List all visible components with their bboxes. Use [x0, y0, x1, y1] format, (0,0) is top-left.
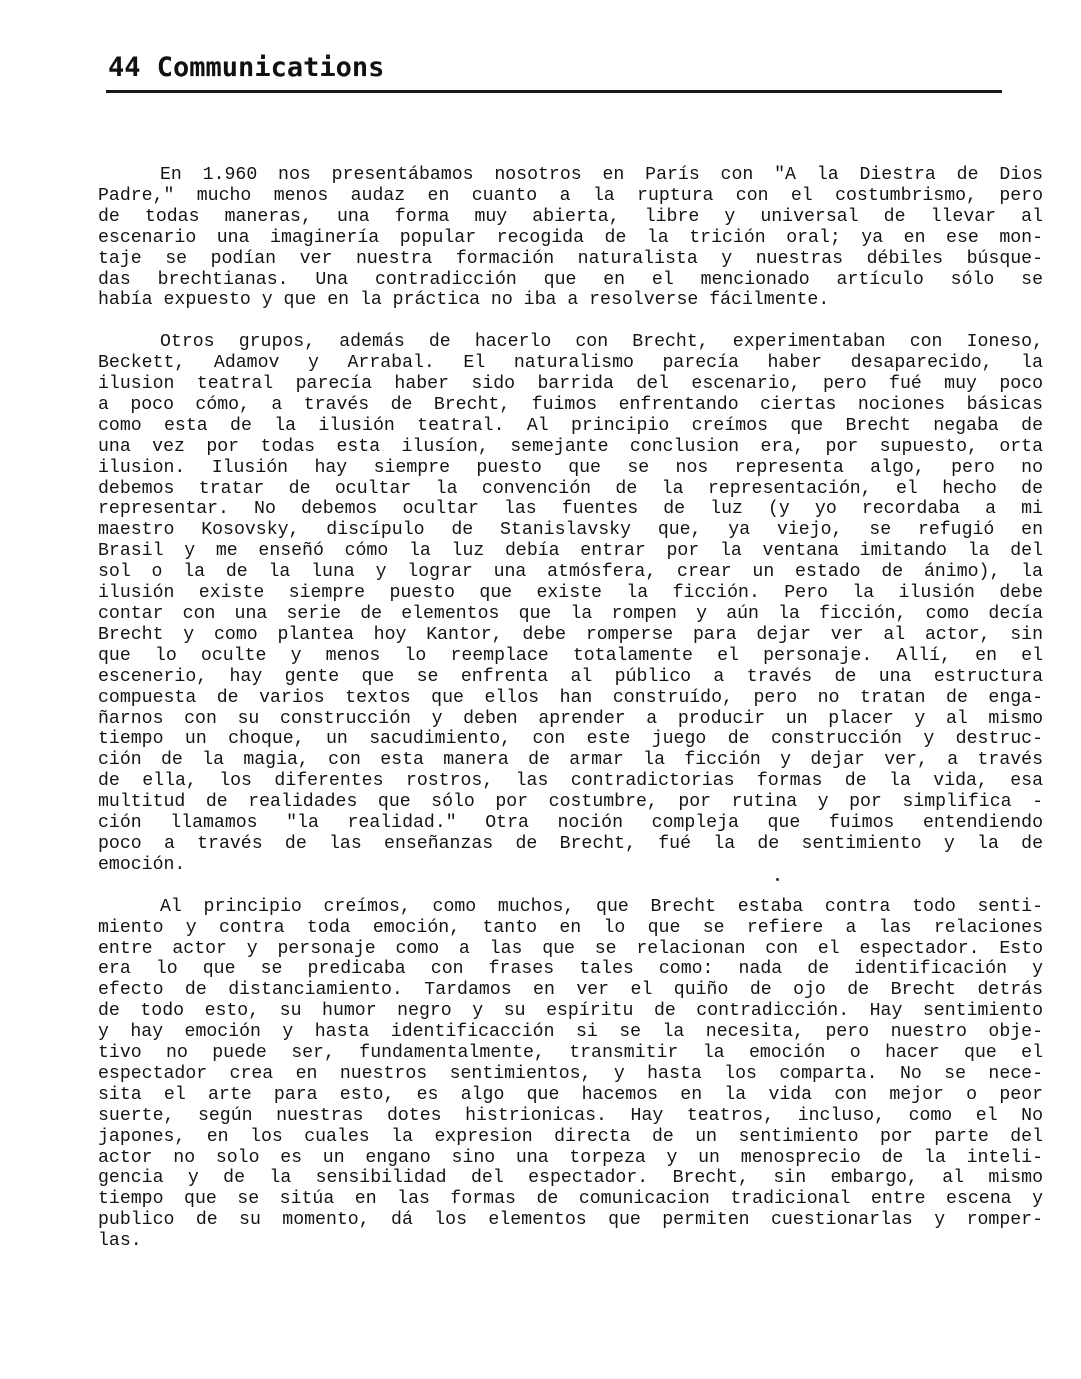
text-line: multitud de realidades que sólo por costumbre, por rutina y por simplifica - — [98, 792, 1043, 813]
paragraph-1 — [98, 165, 1043, 311]
page-number: 44 — [108, 52, 141, 83]
text-line: gencia y de la sensibilidad del espectador. Brecht, sin embargo, al mismo — [98, 1168, 1043, 1189]
text-line: ilusion teatral parecía haber sido barrida del escenario, pero fué muy poco — [98, 374, 1043, 395]
text-line: una vez por todas esta ilusíon, semejante conclusion era, por supuesto, orta — [98, 436, 1043, 457]
text-line: de todo esto, su humor negro y su espíritu de contradicción. Hay sentimiento — [98, 1001, 1043, 1022]
text-line: compuesta de varios textos que ellos han construído, pero no tratan de enga- — [98, 687, 1043, 708]
text-line: sol o la de la luna y lograr una atmósfera, crear un estado de ánimo), la — [98, 562, 1043, 583]
text-line: actor no solo es un engano sino una torpeza y un menosprecio de la inteli- — [98, 1147, 1043, 1168]
paragraph-3 — [98, 897, 1043, 1252]
text-line: ilusion. Ilusión hay siempre puesto que se nos representa algo, pero no — [98, 457, 1043, 478]
text-line: das brechtianas. Una contradicción que en el mencionado artículo sólo se — [98, 269, 1043, 290]
text-line: ción de la magia, con esta manera de armar la ficción y dejar ver, a través — [98, 750, 1043, 771]
text-line: maestro Kosovsky, discípulo de Stanislavsky que, ya viejo, se refugió en — [98, 520, 1043, 541]
text-line: y hay emoción y hasta identificacción si se la necesita, pero nuestro obje- — [98, 1022, 1043, 1043]
text-line: ñarnos con su construcción y deben aprender a producir un placer y al mismo — [98, 708, 1043, 729]
text-line: japones, en los cuales la expresion directa de un sentimiento por parte del — [98, 1126, 1043, 1147]
text-line: publico de su momento, dá los elementos que permiten cuestionarlas y romper- — [98, 1210, 1043, 1231]
text-line: tivo no puede ser, fundamentalmente, transmitir la emoción o hacer que el — [98, 1043, 1043, 1064]
text-line: suerte, según nuestras dotes histrionicas. Hay teatros, incluso, como el No — [98, 1105, 1043, 1126]
text-line: a poco cómo, a través de Brecht, fuimos enfrentando ciertas nociones básicas — [98, 394, 1043, 415]
page-header — [106, 48, 1002, 93]
text-line: efecto de distanciamiento. Tardamos en ver el quiño de ojo de Brecht detrás — [98, 980, 1043, 1001]
text-line: ción llamamos "la realidad." Otra noción compleja que fuimos entendiendo — [98, 813, 1043, 834]
text-line: emoción. — [98, 854, 186, 875]
text-line: de todas maneras, una forma muy abierta, libre y universal de llevar al — [98, 206, 1043, 227]
text-line: como esta de la ilusión teatral. Al principio creímos que Brecht negaba de — [98, 415, 1043, 436]
text-line: Brasil y me enseñó cómo la luz debía entrar por la ventana imitando la del — [98, 541, 1043, 562]
text-line: era lo que se predicaba con frases tales como: nada de identificación y — [98, 959, 1043, 980]
text-line: espectador crea en nuestros sentimientos, y hasta los comparta. No se nece- — [98, 1063, 1043, 1084]
text-line: debemos tratar de ocultar la convención de la representación, el hecho de — [98, 478, 1043, 499]
text-line: había expuesto y que en la práctica no iba a resolverse fácilmente. — [98, 290, 830, 311]
text-line: tiempo que se sitúa en las formas de comunicacion tradicional entre escena y — [98, 1189, 1043, 1210]
text-line: escenario una imaginería popular recogida de la trición oral; ya en ese mon- — [98, 227, 1043, 248]
text-line: sita el arte para esto, es algo que hacemos en la vida con mejor o peor — [98, 1084, 1043, 1105]
text-line: En 1.960 nos presentábamos nosotros en París con "A la Diestra de Dios — [160, 165, 1043, 185]
page-header-title — [108, 52, 384, 83]
text-line: representar. No debemos ocultar las fuentes de luz (y yo recordaba a mi — [98, 499, 1043, 520]
text-line: ilusión existe siempre puesto que existe la ficción. Pero la ilusión debe — [98, 583, 1043, 604]
text-line: escenerio, hay gente que se enfrenta al público a través de una estructura — [98, 666, 1043, 687]
text-line: Al principio creímos, como muchos, que Brecht estaba contra todo senti- — [160, 896, 1043, 917]
text-line: poco a través de las enseñanzas de Brecht, fué la de sentimiento y la de — [98, 833, 1043, 854]
text-line: las. — [98, 1231, 142, 1252]
article-body — [98, 165, 1043, 1273]
scan-speck — [776, 878, 779, 881]
text-line: taje se podían ver nuestra formación naturalista y nuestras débiles búsque- — [98, 248, 1043, 269]
text-line: de ella, los diferentes rostros, las contradictorias formas de la vida, esa — [98, 771, 1043, 792]
text-line: entre actor y personaje como a las que se relacionan con el espectador. Esto — [98, 938, 1043, 959]
text-line: Brecht y como plantea hoy Kantor, debe romperse para dejar ver al actor, sin — [98, 624, 1043, 645]
text-line: que lo oculte y menos lo reemplace totalamente el personaje. Allí, en el — [98, 645, 1043, 666]
section-title: Communications — [156, 52, 385, 83]
text-line: Padre," mucho menos audaz en cuanto a la ruptura con el costumbrismo, pero — [98, 185, 1043, 206]
text-line: Beckett, Adamov y Arrabal. El naturalismo parecía haber desaparecido, la — [98, 353, 1043, 374]
text-line: contar con una serie de elementos que la rompen y aún la ficción, como decía — [98, 604, 1043, 625]
text-line: tiempo un choque, un sacudimiento, con este juego de construcción y destruc- — [98, 729, 1043, 750]
paragraph-2 — [98, 332, 1043, 876]
text-line: miento y contra toda emoción, tanto en lo que se refiere a las relaciones — [98, 917, 1043, 938]
text-line: Otros grupos, además de hacerlo con Brecht, experimentaban con Ioneso, — [160, 332, 1043, 353]
